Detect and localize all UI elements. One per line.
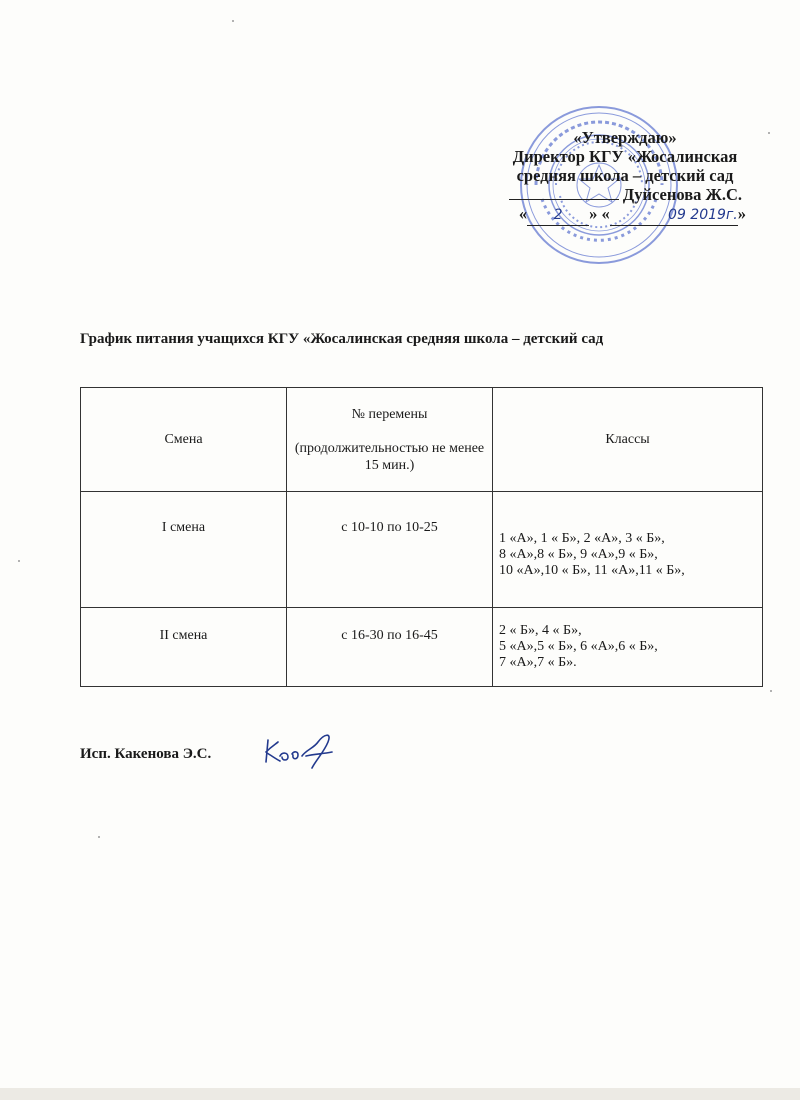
header-break-note: (продолжительностью не менее 15 мин.) (294, 440, 485, 473)
date-open-quote: « (518, 204, 528, 223)
paper-speck (232, 20, 234, 22)
document-title: График питания учащихся КГУ «Жосалинская средняя школа – детский сад (80, 331, 604, 347)
approval-position: Директор КГУ «Жосалинская (512, 147, 738, 166)
paper-speck (770, 690, 772, 692)
header-break (287, 388, 493, 492)
row-time: с 16-30 по 16-45 (287, 608, 493, 687)
signature-blank (509, 199, 619, 200)
table-row (81, 492, 763, 608)
meal-schedule-table (80, 387, 763, 687)
paper-speck (18, 560, 20, 562)
classes-line: 7 «А»,7 « Б». (499, 655, 577, 670)
table-row (81, 608, 763, 687)
classes-line: 2 « Б», 4 « Б», (499, 623, 582, 638)
approver-name: Дуйсенова Ж.С. (622, 185, 742, 204)
row-classes (493, 492, 763, 608)
date-close-quote: » (737, 204, 746, 223)
classes-line: 10 «А»,10 « Б», 11 «А»,11 « Б», (499, 562, 685, 578)
row-time: с 10-10 по 10-25 (287, 492, 493, 608)
header-classes: Классы (493, 388, 763, 492)
date-day: 2 (553, 207, 563, 223)
approval-date-line (490, 204, 760, 226)
approval-signature-line (490, 185, 760, 204)
classes-line: 1 «А», 1 « Б», 2 «А», 3 « Б», (499, 530, 665, 546)
handwritten-signature (262, 726, 342, 770)
table-header-row (81, 388, 763, 492)
header-break-title: № перемены (351, 406, 428, 422)
executor-label: Исп. Какенова Э.С. (80, 746, 212, 762)
approval-heading: «Утверждаю» (573, 128, 677, 147)
approval-org: средняя школа – детский сад (516, 166, 734, 185)
row-shift: II смена (81, 608, 287, 687)
paper-speck (98, 836, 100, 838)
page-bottom-edge (0, 1088, 800, 1100)
row-shift: I смена (81, 492, 287, 608)
header-shift: Смена (81, 388, 287, 492)
approval-block (490, 128, 760, 226)
date-mid-quote: » « (589, 204, 610, 223)
date-month-year: 09 2019г. (668, 207, 738, 223)
row-classes (493, 608, 763, 687)
classes-line: 8 «А»,8 « Б», 9 «А»,9 « Б», (499, 546, 658, 562)
paper-speck (768, 132, 770, 134)
classes-line: 5 «А»,5 « Б», 6 «А»,6 « Б», (499, 639, 658, 654)
